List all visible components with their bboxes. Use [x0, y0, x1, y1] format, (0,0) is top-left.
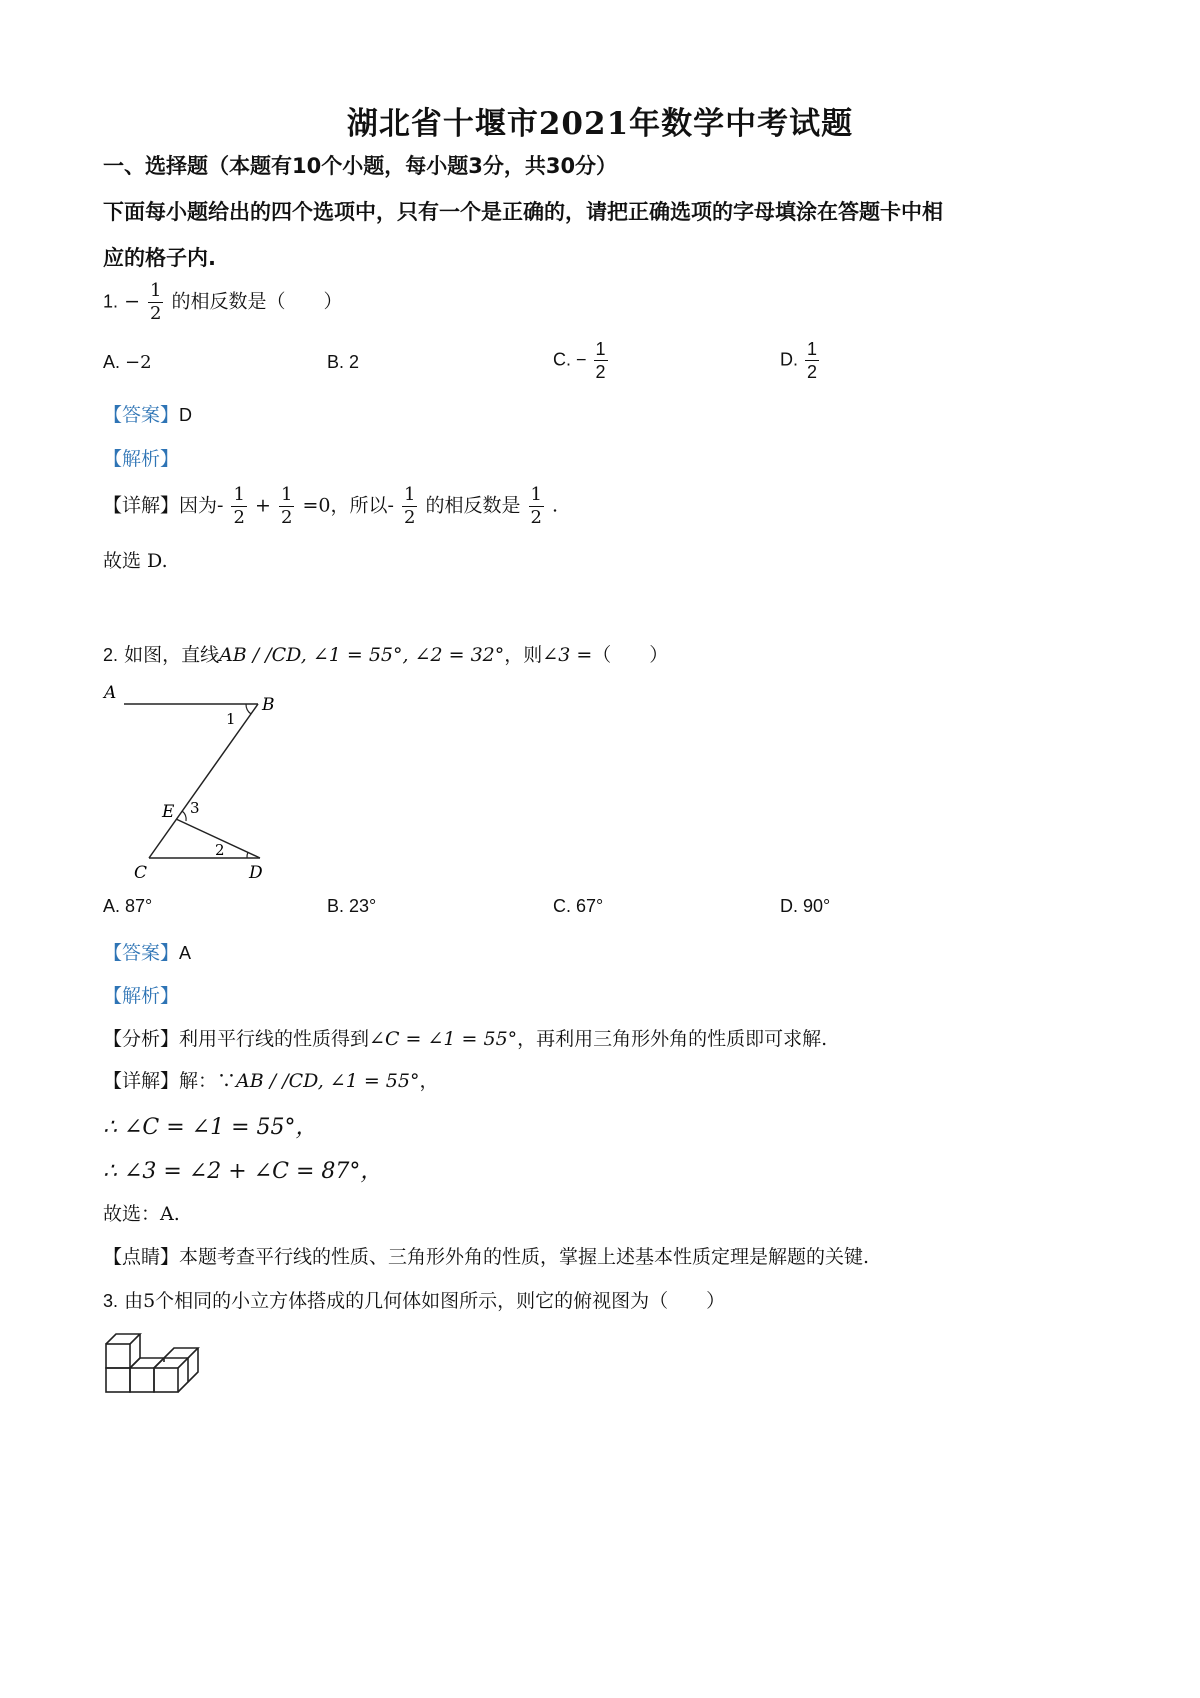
fraction: $\frac{1}{2}$: [150, 280, 162, 324]
instruction-line-2: 应的格子内.: [103, 246, 216, 270]
label-D: D: [249, 863, 263, 883]
angle-3-label: 3: [190, 799, 200, 817]
q1-analysis-label: 【解析】: [103, 448, 180, 470]
q2-detail: 【详解】解：∵AB / /CD, ∠1 = 55°，: [103, 1070, 439, 1092]
q2-answer: 【答案】A: [103, 942, 192, 964]
q1-option-d: D. $\frac{1}{2}$: [780, 339, 818, 382]
label-B: B: [262, 695, 275, 715]
q1-option-a: A. −2: [103, 352, 152, 373]
q2-option-a: A. 87°: [103, 896, 153, 916]
label-C: C: [134, 863, 148, 883]
q2-analysis-label: 【解析】: [103, 985, 180, 1007]
minus-sign: −: [124, 290, 140, 313]
q2-step-2: ∴ ∠3 = ∠2 + ∠C = 87°，: [103, 1159, 383, 1184]
q2-conclusion: 故选：A.: [103, 1203, 180, 1225]
question-2-stem: 2. 如图，直线AB / /CD, ∠1 = 55°, ∠2 = 32°，则∠3 =（ ）: [103, 644, 669, 666]
stem-text: 的相反数是（ ）: [171, 290, 343, 313]
q2-fenxi: 【分析】利用平行线的性质得到∠C = ∠1 = 55°，再利用三角形外角的性质即可求解.: [103, 1028, 828, 1050]
parallel-lines-figure: [100, 680, 300, 885]
q1-option-b: B. 2: [327, 352, 360, 372]
label-E: E: [162, 802, 175, 822]
question-3-stem: 3. 由5个相同的小立方体搭成的几何体如图所示，则它的俯视图为（ ）: [103, 1290, 726, 1312]
q2-dianjing: 【点睛】本题考查平行线的性质、三角形外角的性质，掌握上述基本性质定理是解题的关键.: [103, 1246, 870, 1268]
instruction-line-1: 下面每小题给出的四个选项中，只有一个是正确的，请把正确选项的字母填涂在答题卡中相: [103, 200, 943, 224]
question-number: 1.: [103, 291, 119, 312]
q1-detail: 【详解】因为- $\frac{1}{2}$ + $\frac{1}{2}$ =0，所以- $\frac{1}{2}$ 的相反数是 $\frac{1}{2}$ .: [103, 484, 559, 528]
q1-answer: 【答案】D: [103, 404, 193, 426]
cubes-figure: [100, 1322, 210, 1402]
q1-conclusion: 故选 D.: [103, 550, 168, 572]
page-title: 湖北省十堰市2021年数学中考试题: [346, 106, 854, 142]
section-heading: 一、选择题（本题有10个小题，每小题3分，共30分）: [103, 154, 618, 178]
q1-option-c: C. − $\frac{1}{2}$: [553, 339, 606, 382]
angle-1-label: 1: [226, 710, 236, 728]
q2-option-d: D. 90°: [780, 896, 831, 916]
question-1-stem: [103, 282, 343, 323]
q2-step-1: ∴ ∠C = ∠1 = 55°，: [103, 1115, 318, 1140]
label-A: A: [104, 683, 117, 703]
q2-option-b: B. 23°: [327, 896, 377, 916]
q2-option-c: C. 67°: [553, 896, 604, 916]
angle-2-label: 2: [215, 841, 225, 859]
